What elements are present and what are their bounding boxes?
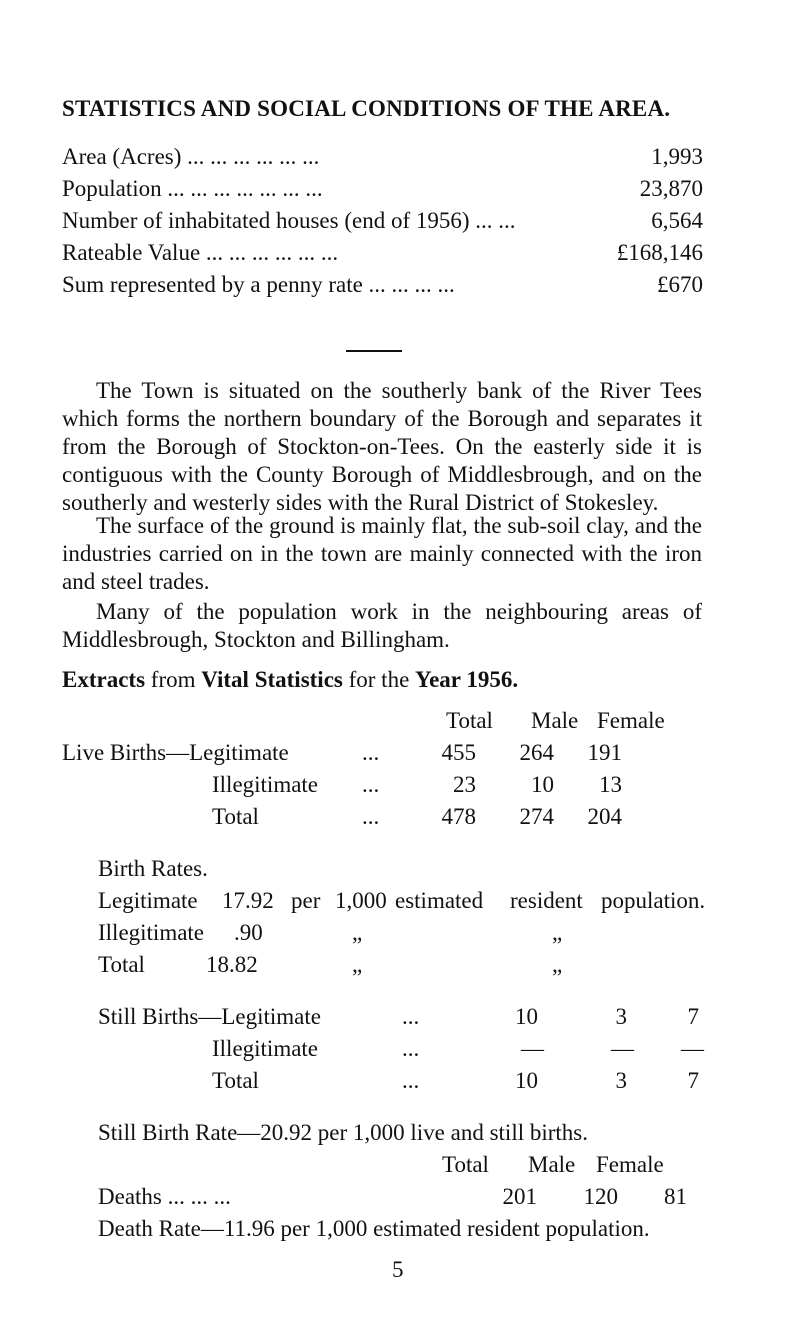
cell-total: 23 (453, 772, 476, 797)
page-number: 5 (392, 1257, 404, 1282)
rate-label: Legitimate (98, 888, 198, 913)
cell-female: 204 (587, 804, 622, 829)
column-header-male: Male (531, 708, 579, 733)
column-header-female: Female (596, 1152, 664, 1177)
table-row (98, 1003, 704, 1033)
stat-row-area (62, 143, 703, 171)
heading-part: Extracts (62, 667, 146, 692)
column-header-male: Male (528, 1152, 576, 1177)
ditto-mark: „ (552, 920, 563, 945)
stat-value: £168,146 (616, 240, 703, 265)
paragraph-population-work: Many of the population work in the neighbouring areas of Middlesbrough, Stockton and Billingham. (62, 599, 702, 652)
cell-male: 3 (615, 1068, 627, 1093)
birth-rate-row (98, 951, 704, 981)
rate-population: population. (601, 888, 706, 913)
cell-female: 7 (687, 1068, 699, 1093)
leader-dots: ... (362, 804, 380, 829)
table-row (98, 1035, 704, 1065)
deaths-row (98, 1183, 704, 1213)
leader-dots: ... (402, 1068, 420, 1093)
cell-male: — (611, 1036, 634, 1061)
stat-label: Population ... ... ... ... ... ... ... (62, 176, 323, 201)
cell-male: 120 (583, 1184, 618, 1209)
row-label: Live Births—Legitimate (62, 740, 289, 765)
cell-male: 264 (519, 740, 554, 765)
still-birth-rate: Still Birth Rate—20.92 per 1,000 live and still births. (98, 1120, 588, 1145)
rate-value: 18.82 (206, 952, 258, 977)
stat-value: 1,993 (651, 144, 703, 169)
table-row (62, 739, 702, 769)
leader-dots: ... (362, 772, 380, 797)
cell-female: 81 (664, 1184, 687, 1209)
cell-total: 10 (515, 1068, 538, 1093)
rate-label: Total (98, 952, 145, 977)
stat-label: Rateable Value ... ... ... ... ... ... (62, 240, 339, 265)
column-header-total: Total (442, 1152, 489, 1177)
stat-label: Area (Acres) ... ... ... ... ... ... (62, 144, 320, 169)
stat-label: Number of inhabitated houses (end of 1956) ... ... (62, 208, 516, 233)
stat-value: 23,870 (639, 176, 703, 201)
heading-part: from (150, 667, 196, 692)
vital-statistics-heading (62, 666, 518, 694)
cell-total: 478 (441, 804, 476, 829)
page-title: STATISTICS AND SOCIAL CONDITIONS OF THE AREA. (62, 96, 671, 121)
cell-female: — (681, 1036, 704, 1061)
stat-label: Sum represented by a penny rate ... ... ... ... (62, 272, 455, 297)
cell-total: 10 (515, 1004, 538, 1029)
heading-part: for the (348, 667, 410, 692)
leader-dots: ... (402, 1004, 420, 1029)
row-label: Total (212, 804, 259, 829)
birth-rate-row (98, 919, 704, 949)
birth-rates-heading: Birth Rates. (98, 856, 208, 881)
table-row (62, 803, 702, 833)
paragraph-surface: The surface of the ground is mainly flat, the sub-soil clay, and the industries carried on in the town are mainly connected with the iron and steel trades. (62, 513, 702, 594)
cell-total: 455 (441, 740, 476, 765)
ditto-mark: „ (352, 920, 363, 945)
leader-dots: ... (362, 740, 380, 765)
heading-part: Year 1956. (415, 667, 519, 692)
row-label: Illegitimate (212, 1036, 319, 1061)
cell-total: 201 (502, 1184, 537, 1209)
cell-male: 274 (519, 804, 554, 829)
cell-total: — (521, 1036, 544, 1061)
cell-female: 13 (599, 772, 622, 797)
stat-row-population (62, 175, 703, 203)
table-row (62, 771, 702, 801)
stat-value: £670 (657, 272, 703, 297)
stat-row-penny-rate (62, 271, 703, 299)
cell-male: 3 (615, 1004, 627, 1029)
rate-value: .90 (234, 920, 263, 945)
stat-row-houses (62, 207, 703, 235)
leader-dots: ... (402, 1036, 420, 1061)
ditto-mark: „ (552, 952, 563, 977)
birth-rate-row (98, 887, 704, 917)
row-label: Deaths ... ... ... (98, 1184, 231, 1209)
row-label: Total (212, 1068, 259, 1093)
rate-label: Illegitimate (98, 920, 205, 945)
section-divider (346, 350, 402, 352)
death-rate: Death Rate—11.96 per 1,000 estimated resident population. (98, 1216, 650, 1241)
rate-resident: resident (510, 888, 583, 913)
row-label: Illegitimate (212, 772, 319, 797)
stat-value: 6,564 (651, 208, 703, 233)
column-header-female: Female (597, 708, 665, 733)
rate-estimated: estimated (395, 888, 484, 913)
rate-per: per (291, 888, 321, 913)
cell-female: 191 (587, 740, 622, 765)
stat-row-rateable-value (62, 239, 703, 267)
row-label: Still Births—Legitimate (98, 1004, 321, 1029)
cell-male: 10 (531, 772, 554, 797)
table-row (98, 1067, 704, 1097)
column-header-total: Total (446, 708, 493, 733)
heading-part: Vital Statistics (201, 667, 343, 692)
ditto-mark: „ (352, 952, 363, 977)
cell-female: 7 (687, 1004, 699, 1029)
rate-thousand: 1,000 (335, 888, 387, 913)
paragraph-location: The Town is situated on the southerly bank of the River Tees which forms the northern boundary of the Borough and separates it from the Borough of Stockton-on-Tees. On the easterly side it is contiguous with the County Borough of Middlesbrough, and on the southerly and westerly sides with the Rural District of Stokesley. (62, 378, 702, 515)
rate-value: 17.92 (222, 888, 274, 913)
